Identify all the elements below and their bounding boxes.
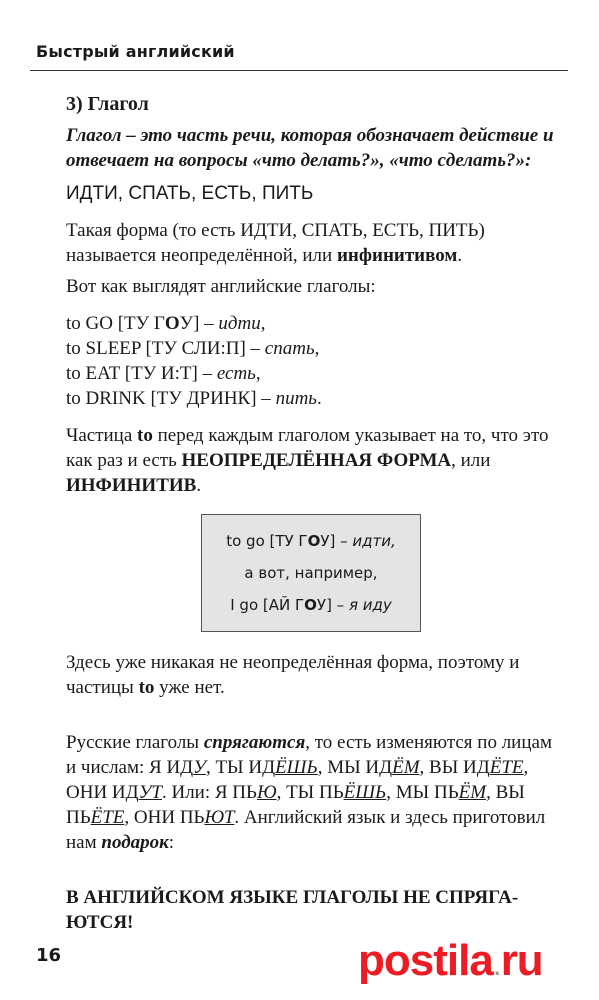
verb-list bbox=[66, 311, 556, 411]
box-line-3: I go [АЙ ГОУ] – я иду bbox=[230, 596, 392, 614]
postila-logo: postila.ru bbox=[358, 936, 543, 985]
box-line-1: to go [ТУ ГОУ] – идти, bbox=[226, 532, 396, 550]
page-number: 16 bbox=[36, 945, 62, 966]
verb-item: to DRINK [ТУ ДРИНК] – пить. bbox=[66, 388, 322, 409]
infinitive-paragraph: Такая форма (то есть ИДТИ, СПАТЬ, ЕСТЬ, ПИТЬ) называется неопределённой, или инфинитивом. bbox=[66, 220, 485, 266]
header-rule bbox=[30, 70, 568, 71]
particle-paragraph: Частица to перед каждым глаголом указывает на то, что это как раз и есть НЕОПРЕДЕЛЁННАЯ ФОРМА, или ИНФИНИТИВ. bbox=[66, 425, 549, 496]
box-line-2: а вот, например, bbox=[244, 564, 378, 582]
example-box bbox=[201, 514, 421, 632]
intro-line: Вот как выглядят английские глаголы: bbox=[66, 276, 376, 297]
conjugation-paragraph: Русские глаголы спрягаются, то есть изменяются по лицам и числам: Я ИДУ, ТЫ ИДЁШЬ, МЫ ИДЁМ, ВЫ ИДЁТЕ, ОНИ ИДУТ. Или: Я ПЬЮ, ТЫ ПЬЁШЬ, МЫ ПЬЁМ, ВЫ ПЬЁТЕ, ОНИ ПЬЮТ. Английский язык и здесь приготовил нам подарок: bbox=[66, 732, 552, 853]
final-statement: В АНГЛИЙСКОМ ЯЗЫКЕ ГЛАГОЛЫ НЕ СПРЯГА-ЮТСЯ! bbox=[66, 887, 519, 933]
section-heading: 3) Глагол bbox=[66, 93, 149, 115]
examples-russian: ИДТИ, СПАТЬ, ЕСТЬ, ПИТЬ bbox=[66, 183, 314, 204]
running-header: Быстрый английский bbox=[36, 42, 235, 61]
verb-item: to SLEEP [ТУ СЛИ:П] – спать, bbox=[66, 338, 320, 359]
infinitive-term: инфинитивом bbox=[336, 245, 458, 266]
after-box-paragraph: Здесь уже никакая не неопределённая форма, поэтому и частицы to уже нет. bbox=[66, 652, 520, 698]
verb-item: to EAT [ТУ И:Т] – есть, bbox=[66, 363, 261, 384]
page-content bbox=[66, 92, 556, 941]
definition-paragraph: Глагол – это часть речи, которая обозначает действие и отвечает на вопросы «что делать?», «что сделать?»: bbox=[66, 125, 554, 171]
verb-item: to GO [ТУ ГОУ] – идти, bbox=[66, 313, 266, 334]
